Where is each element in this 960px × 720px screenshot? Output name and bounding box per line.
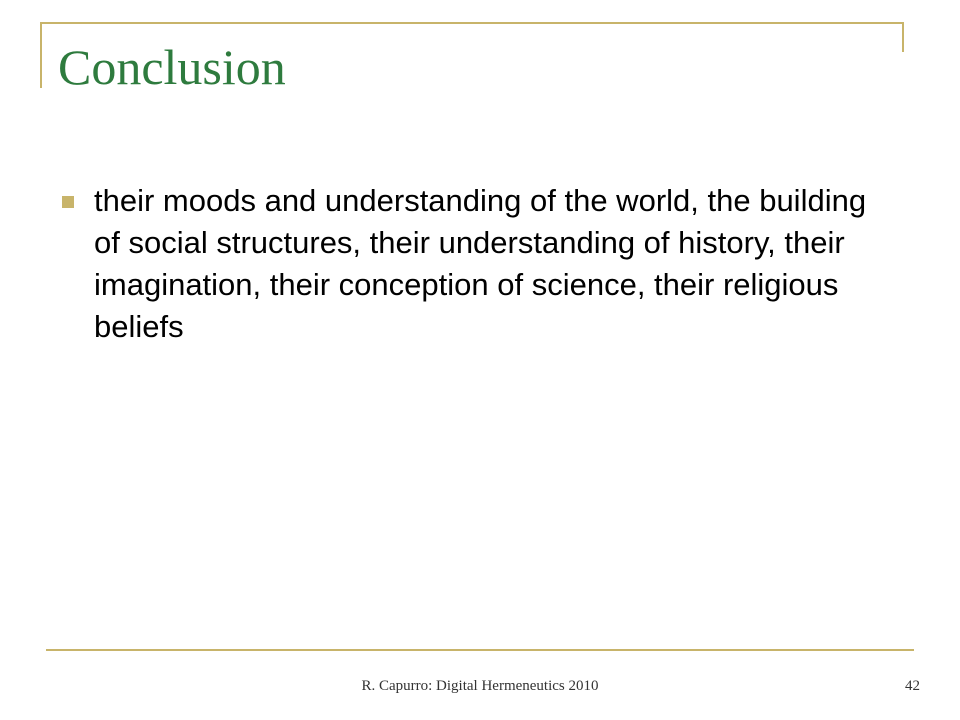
frame-left-line bbox=[40, 22, 42, 88]
frame-top-line bbox=[40, 22, 904, 24]
frame-right-line bbox=[902, 22, 904, 52]
page-number: 42 bbox=[905, 678, 920, 694]
bullet-list bbox=[60, 180, 870, 348]
bullet-item bbox=[60, 180, 870, 348]
slide-title: Conclusion bbox=[58, 39, 286, 95]
footer-text: R. Capurro: Digital Hermeneutics 2010 bbox=[361, 678, 599, 694]
footer-divider bbox=[46, 649, 914, 651]
square-bullet-icon bbox=[62, 196, 74, 208]
bullet-text: their moods and understanding of the world, the building of social structures, their understanding of history, their imagination, their conception of science, their religious beliefs bbox=[94, 183, 867, 344]
